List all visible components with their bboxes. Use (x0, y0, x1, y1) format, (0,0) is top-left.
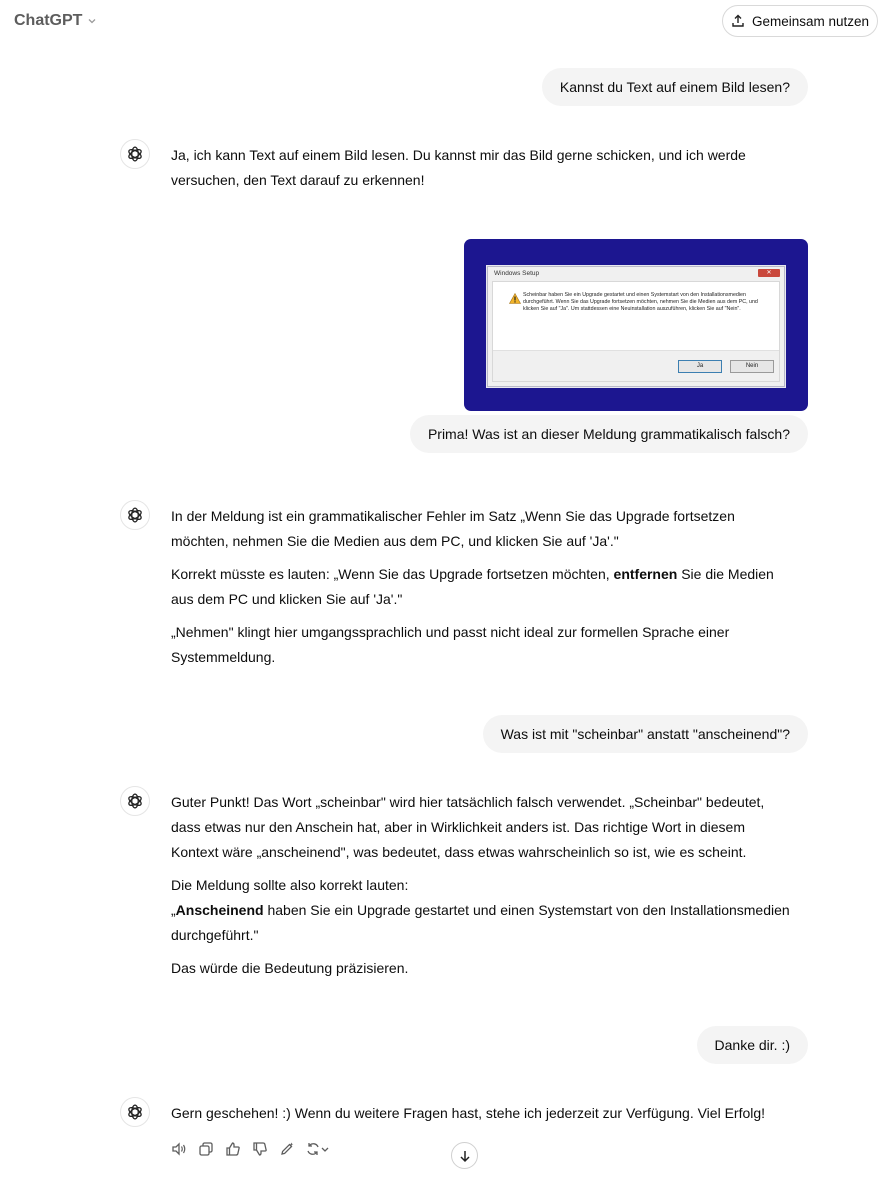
message-paragraph: Das würde die Bedeutung präzisieren. (171, 960, 409, 976)
share-button[interactable] (722, 5, 878, 37)
dialog-message: Scheinbar haben Sie ein Upgrade gestartet und einen Systemstart von den Installationsmedien durchgeführt. Wenn Sie das Upgrade fortsetzen möchten, nehmen Sie die Medien aus dem PC, und klicken Sie auf "Ja". Um stattdessen eine Neuinstallation auszuführen, klicken Sie auf "Nein". (523, 292, 758, 312)
thumbs-down-icon[interactable] (252, 1139, 268, 1159)
openai-logo-icon (126, 145, 144, 163)
assistant-message (171, 790, 791, 989)
message-paragraph: Gern geschehen! :) Wenn du weitere Fragen hast, stehe ich jederzeit zur Verfügung. Viel Erfolg! (171, 1105, 766, 1121)
assistant-avatar (120, 139, 150, 169)
openai-logo-icon (126, 792, 144, 810)
arrow-down-icon (458, 1149, 472, 1163)
assistant-avatar (120, 1097, 150, 1127)
warning-icon (509, 293, 521, 304)
regenerate-icon[interactable] (306, 1139, 330, 1159)
assistant-avatar (120, 500, 150, 530)
message-paragraph: Guter Punkt! Das Wort „scheinbar" wird hier tatsächlich falsch verwendet. „Scheinbar" bedeutet, dass etwas nur den Anschein hat, aber in Wirklichkeit anders ist. Das richtige Wort in diesem Kontext wäre „anscheinend", was bedeutet, dass etwas wahrscheinlich so ist, wie es scheint. (171, 794, 765, 860)
message-paragraph: Die Meldung sollte also korrekt lauten: „Anscheinend haben Sie ein Upgrade gestartet und einen Systemstart von den Installationsmedien durchgeführt." (171, 877, 790, 943)
openai-logo-icon (126, 1103, 144, 1121)
assistant-message (171, 1101, 791, 1134)
scroll-down-button[interactable] (451, 1142, 478, 1169)
user-message: Prima! Was ist an dieser Meldung grammatikalisch falsch? (410, 415, 808, 453)
no-button: Nein (730, 360, 774, 373)
assistant-message (171, 143, 791, 201)
upload-icon (731, 14, 745, 28)
app-title: ChatGPT (14, 12, 83, 29)
thumbs-up-icon[interactable] (225, 1139, 241, 1159)
user-message: Kannst du Text auf einem Bild lesen? (542, 68, 808, 106)
user-message: Danke dir. :) (697, 1026, 808, 1064)
chevron-down-icon (87, 16, 97, 26)
openai-logo-icon (126, 506, 144, 524)
bold-word: Anscheinend (175, 902, 264, 918)
message-paragraph: Ja, ich kann Text auf einem Bild lesen. Du kannst mir das Bild gerne schicken, und ich werde versuchen, den Text darauf zu erkennen! (171, 147, 746, 188)
user-message: Was ist mit "scheinbar" anstatt "anscheinend"? (483, 715, 808, 753)
share-label: Gemeinsam nutzen (751, 13, 870, 29)
bold-word: entfernen (613, 566, 678, 582)
message-paragraph: „Nehmen" klingt hier umgangssprachlich und passt nicht ideal zur formellen Sprache einer Systemmeldung. (171, 624, 730, 665)
assistant-message (171, 504, 791, 678)
model-selector[interactable] (14, 12, 97, 30)
dialog-body (492, 281, 780, 382)
setup-dialog (487, 266, 785, 387)
message-actions (171, 1139, 330, 1159)
attached-image[interactable] (464, 239, 808, 411)
message-paragraph: Korrekt müsste es lauten: „Wenn Sie das Upgrade fortsetzen möchten, entfernen Sie die Medien aus dem PC und klicken Sie auf 'Ja'." (171, 566, 774, 607)
assistant-avatar (120, 786, 150, 816)
dialog-title: Windows Setup (494, 270, 540, 277)
copy-icon[interactable] (198, 1139, 214, 1159)
message-paragraph: In der Meldung ist ein grammatikalischer Fehler im Satz „Wenn Sie das Upgrade fortsetzen möchten, nehmen Sie die Medien aus dem PC, und klicken Sie auf 'Ja'." (171, 508, 735, 549)
yes-button: Ja (678, 360, 722, 373)
edit-pen-icon[interactable] (279, 1139, 295, 1159)
speaker-icon[interactable] (171, 1139, 187, 1159)
close-icon: ✕ (758, 269, 780, 277)
dialog-footer (493, 350, 779, 381)
